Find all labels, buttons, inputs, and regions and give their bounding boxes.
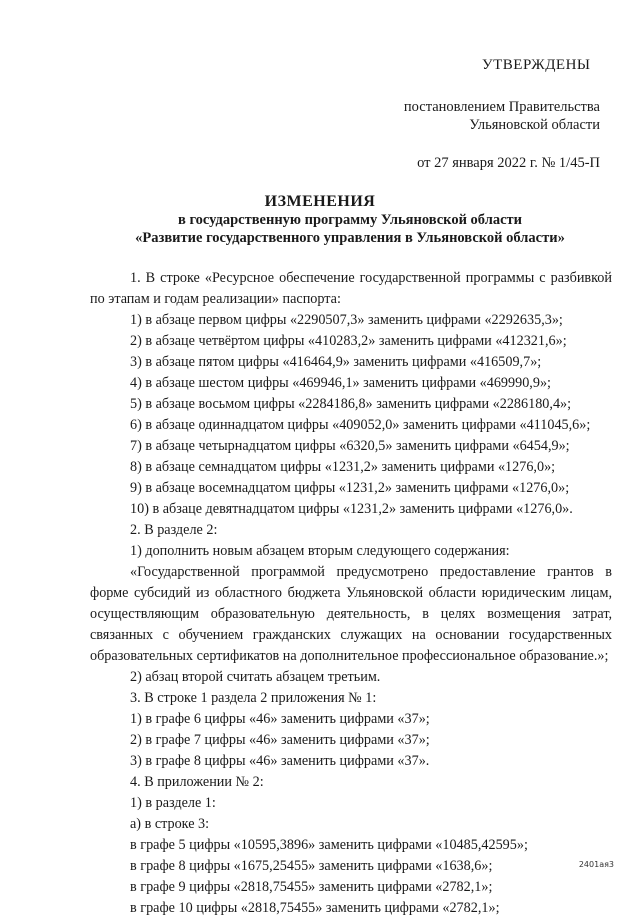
paragraph: 1) в разделе 1: bbox=[130, 795, 216, 811]
paragraph: 7) в абзаце четырнадцатом цифры «6320,5» заменить цифрами «6454,9»; bbox=[130, 438, 570, 454]
paragraph: 2) в графе 7 цифры «46» заменить цифрами «37»; bbox=[130, 732, 430, 748]
paragraph: а) в строке 3: bbox=[130, 816, 210, 832]
paragraph: 10) в абзаце девятнадцатом цифры «1231,2» заменить цифрами «1276,0». bbox=[130, 501, 573, 517]
document-subtitle-2: «Развитие государственного управления в Ульяновской области» bbox=[135, 230, 565, 246]
paragraph: 4) в абзаце шестом цифры «469946,1» заменить цифрами «469990,9»; bbox=[130, 375, 551, 391]
paragraph: 1) дополнить новым абзацем вторым следующего содержания: bbox=[130, 543, 510, 559]
paragraph: 2) абзац второй считать абзацем третьим. bbox=[130, 669, 381, 685]
paragraph: в графе 9 цифры «2818,75455» заменить цифрами «2782,1»; bbox=[130, 879, 493, 895]
approval-date: от 27 января 2022 г. № 1/45-П bbox=[417, 155, 600, 171]
paragraph: 9) в абзаце восемнадцатом цифры «1231,2» заменить цифрами «1276,0»; bbox=[130, 480, 570, 496]
paragraph: 1) в графе 6 цифры «46» заменить цифрами «37»; bbox=[130, 711, 430, 727]
paragraph: в графе 8 цифры «1675,25455» заменить цифрами «1638,6»; bbox=[130, 858, 493, 874]
paragraph: в графе 5 цифры «10595,3896» заменить цифрами «10485,42595»; bbox=[130, 837, 528, 853]
paragraph: 5) в абзаце восьмом цифры «2284186,8» заменить цифрами «2286180,4»; bbox=[130, 396, 572, 412]
paragraph: 3) в абзаце пятом цифры «416464,9» заменить цифрами «416509,7»; bbox=[130, 354, 542, 370]
approval-line-2: Ульяновской области bbox=[469, 117, 600, 133]
approval-block bbox=[404, 56, 600, 172]
paragraph: 2) в абзаце четвёртом цифры «410283,2» заменить цифрами «412321,6»; bbox=[130, 333, 567, 349]
paragraph: 3) в графе 8 цифры «46» заменить цифрами «37». bbox=[130, 753, 430, 769]
footer-code: 2401ая3 bbox=[578, 860, 614, 869]
paragraph: 3. В строке 1 раздела 2 приложения № 1: bbox=[130, 690, 377, 706]
document-subtitle-1: в государственную программу Ульяновской области bbox=[177, 212, 522, 228]
document-title: ИЗМЕНЕНИЯ bbox=[264, 193, 376, 210]
paragraph: 1. В строке «Ресурсное обеспечение государственной программы с разбивкой по этапам и годам реализации» паспорта: bbox=[90, 270, 612, 307]
paragraph: 4. В приложении № 2: bbox=[130, 774, 264, 790]
document-heading bbox=[0, 193, 640, 247]
document-body bbox=[90, 268, 612, 919]
paragraph: 6) в абзаце одиннадцатом цифры «409052,0» заменить цифрами «411045,6»; bbox=[130, 417, 591, 433]
approval-title: УТВЕРЖДЕНЫ bbox=[482, 57, 591, 73]
paragraph: в графе 10 цифры «2818,75455» заменить цифрами «2782,1»; bbox=[130, 900, 500, 916]
paragraph: 8) в абзаце семнадцатом цифры «1231,2» заменить цифрами «1276,0»; bbox=[130, 459, 556, 475]
paragraph: 1) в абзаце первом цифры «2290507,3» заменить цифрами «2292635,3»; bbox=[130, 312, 563, 328]
approval-line-1: постановлением Правительства bbox=[403, 99, 600, 115]
paragraph: 2. В разделе 2: bbox=[130, 522, 218, 538]
paragraph: «Государственной программой предусмотрено предоставление грантов в форме субсидий из областного бюджета Ульяновской области юридическим лицам, осуществляющим образовательную деятельность, в целях возмещения затрат, связанных с обучением гражданских служащих на основании государственных образовательных сертификатов на дополнительное профессиональное образование.»; bbox=[90, 564, 612, 664]
